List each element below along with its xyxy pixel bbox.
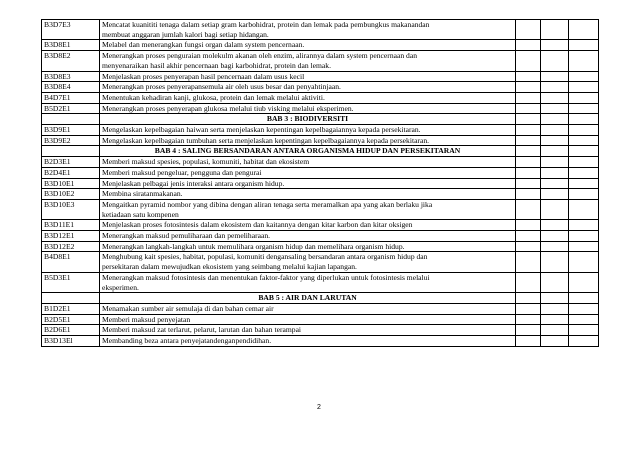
code-cell [42,146,100,157]
description-line: Mencatat kuanititi tenaga dalam setiap gram karbohidrat, protein dan lemak pada pembungkus makanandan [102,20,430,29]
standard-description [100,92,516,103]
table-row [42,71,599,82]
table-row [42,125,599,136]
standard-code: B3D8E3 [42,71,100,82]
mark-cell [569,71,599,82]
mark-cell [541,189,569,200]
mark-cell [569,272,599,292]
standard-code: B3D10E1 [42,178,100,189]
standard-code: B1D2E1 [42,303,100,314]
mark-cell [541,125,569,136]
description-line: Menentukan kehadiran kanji, glukosa, protein dan lemak melalui aktiviti. [102,92,325,102]
description-line: Menerangkan proses penyerapan glukosa melalui tiub visking melalui eksperimen. [102,103,354,113]
mark-cell [569,114,599,125]
mark-cell [516,51,541,71]
mark-cell [516,293,541,304]
description-line: eksperimen. [102,282,139,292]
mark-cell [516,20,541,40]
page-number: 2 [317,404,321,411]
mark-cell [516,157,541,168]
standard-description [100,40,516,51]
mark-cell [569,125,599,136]
standard-code: B2D4E1 [42,167,100,178]
description-line: Memberi maksud zat terlarut, pelarut, larutan dan bahan terampai [102,325,302,335]
mark-cell [516,325,541,336]
mark-cell [541,135,569,146]
standard-description [100,314,516,325]
standard-code: B2D3E1 [42,157,100,168]
mark-cell [516,40,541,51]
mark-cell [569,220,599,231]
mark-cell [516,92,541,103]
mark-cell [516,336,541,347]
mark-cell [569,325,599,336]
table-row [42,220,599,231]
mark-cell [541,40,569,51]
description-line: Mengelaskan kepelbagaian haiwan serta menjelaskan kepentingan kepelbagaiannya kepada persekitaran. [102,125,421,135]
standard-description [100,325,516,336]
chapter-title: BAB 4 : SALING BERSANDARAN ANTARA ORGANISMA HIDUP DAN PERSEKITARAN [100,146,516,157]
standard-code: B3D7E3 [42,20,100,40]
mark-cell [569,336,599,347]
description-line: Menerangkan proses penguraian molekulm akanan oleh enzim, alirannya dalam system pencernaan dan [102,51,418,61]
table-row [42,82,599,93]
table-row [42,303,599,314]
description-line: Menerangkan maksud fotosintesis dan menentukan faktor-faktor yang diperlukan untuk fotosintesis melalui [102,272,430,282]
mark-cell [569,82,599,93]
chapter-title: BAB 3 : BIODIVERSITI [100,114,516,125]
description-line: ketiadaan satu kompenen [102,209,179,219]
mark-cell [541,20,569,40]
chapter-title: BAB 5 : AIR DAN LARUTAN [100,293,516,304]
mark-cell [541,303,569,314]
standard-description [100,241,516,252]
standard-description [100,231,516,242]
mark-cell [516,272,541,292]
mark-cell [569,231,599,242]
standard-code: B3D13El [42,336,100,347]
mark-cell [516,241,541,252]
standard-description [100,189,516,200]
description-line: Menjelaskan proses penyerapan hasil pencernaan dalam usus kecil [102,71,305,81]
table-row [42,272,599,292]
mark-cell [516,220,541,231]
mark-cell [516,114,541,125]
standard-code: B2D6E1 [42,325,100,336]
code-cell [42,114,100,125]
standard-description [100,20,516,40]
table-row [42,325,599,336]
mark-cell [541,293,569,304]
mark-cell [541,146,569,157]
mark-cell [569,40,599,51]
mark-cell [516,303,541,314]
description-line: Memberi maksud penyejatan [102,314,191,324]
description-line: Menghubung kait spesies, habitat, populasi, komuniti dengansaling bersandaran antara organism hidup dan [102,252,428,262]
standard-description [100,135,516,146]
mark-cell [569,92,599,103]
description-line: membuat anggaran jumlah kalori bagi setiap hidangan. [102,29,269,39]
standard-code: B3D12E1 [42,231,100,242]
chapter-heading-row [42,293,599,304]
table-row [42,135,599,146]
table-row [42,178,599,189]
description-line: Mengaitkan pyramid nombor yang dibina dengan aliran tenaga serta meramalkan apa yang akan berlaku jika [102,199,433,209]
mark-cell [516,82,541,93]
mark-cell [541,272,569,292]
description-line: Membina siratanmakanan. [102,189,183,199]
table-row [42,199,599,219]
mark-cell [516,252,541,272]
mark-cell [541,167,569,178]
code-cell [42,293,100,304]
standard-description [100,51,516,71]
standard-code: B3D8E2 [42,51,100,71]
mark-cell [516,314,541,325]
standard-code: B4D7E1 [42,92,100,103]
table-row [42,92,599,103]
standard-code: B5D3E1 [42,272,100,292]
mark-cell [541,199,569,219]
mark-cell [541,231,569,242]
mark-cell [541,241,569,252]
mark-cell [516,178,541,189]
description-line: Mengelaskan kepelbagaian tumbuhan serta menjelaskan kepentingan kepelbagaiannya kepada persekitaran. [102,135,430,145]
standard-code: B3D9E1 [42,125,100,136]
standard-description [100,167,516,178]
standard-description [100,303,516,314]
mark-cell [541,51,569,71]
mark-cell [516,199,541,219]
description-line: Menamakan sumber air semulaja di dan bahan cemar air [102,303,274,313]
mark-cell [516,231,541,242]
standard-description [100,272,516,292]
mark-cell [569,135,599,146]
description-line: Menerangkan langkah-langkah untuk memulihara organism hidup dan memelihara organism hidup. [102,241,405,251]
mark-cell [569,303,599,314]
description-line: Membanding beza antara penyejatandenganpendidihan. [102,336,272,346]
standard-code: B3D10E2 [42,189,100,200]
standard-code: B3D8E4 [42,82,100,93]
standard-description [100,199,516,219]
mark-cell [541,114,569,125]
standard-code: B3D12E2 [42,241,100,252]
mark-cell [569,178,599,189]
mark-cell [516,125,541,136]
standard-description [100,157,516,168]
standard-code: B3D11E1 [42,220,100,231]
description-line: Menerangkan maksud pemuliharaan dan pemeliharaan. [102,231,271,241]
standard-description [100,82,516,93]
standard-code: B3D10E3 [42,199,100,219]
mark-cell [541,314,569,325]
standard-code: B3D9E2 [42,135,100,146]
chapter-heading-row [42,114,599,125]
chapter-heading-row [42,146,599,157]
mark-cell [541,82,569,93]
table-row [42,40,599,51]
standard-description [100,178,516,189]
mark-cell [569,103,599,114]
mark-cell [516,167,541,178]
standard-code: B3D8E1 [42,40,100,51]
description-line: Memberi maksud pengeluar, pengguna dan pengurai [102,167,262,177]
table-row [42,51,599,71]
mark-cell [569,199,599,219]
mark-cell [541,220,569,231]
table-row [42,103,599,114]
table-row [42,241,599,252]
mark-cell [569,51,599,71]
description-line: Melabel dan menerangkan fungsi organ dalam system pencernaan. [102,40,305,50]
standard-code: B2D5E1 [42,314,100,325]
description-line: Menjelaskan pelbagai jenis interaksi antara organism hidup. [102,178,285,188]
table-row [42,167,599,178]
standard-description [100,220,516,231]
mark-cell [541,92,569,103]
mark-cell [569,252,599,272]
description-line: Menerangkan proses penyerapansemula air oleh usus besar dan penyahtinjaan. [102,82,341,92]
mark-cell [569,146,599,157]
mark-cell [541,325,569,336]
mark-cell [569,314,599,325]
standard-code: B5D2E1 [42,103,100,114]
standards-table [41,19,599,347]
mark-cell [569,167,599,178]
standard-description [100,336,516,347]
table-row [42,189,599,200]
mark-cell [516,103,541,114]
mark-cell [569,189,599,200]
mark-cell [516,146,541,157]
mark-cell [516,135,541,146]
standard-description [100,103,516,114]
standard-description [100,125,516,136]
description-line: Memberi maksud spesies, populasi, komuniti, habitat dan ekosistem [102,157,310,167]
table-row [42,157,599,168]
standard-description [100,71,516,82]
description-line: persekitaran dalam mewujudkan ekosistem yang seimbang melalui kajian lapangan. [102,262,357,272]
standard-description [100,252,516,272]
standard-code: B4D8E1 [42,252,100,272]
mark-cell [569,293,599,304]
mark-cell [541,252,569,272]
mark-cell [569,157,599,168]
mark-cell [541,157,569,168]
mark-cell [516,189,541,200]
mark-cell [516,71,541,82]
mark-cell [541,103,569,114]
table-row [42,20,599,40]
mark-cell [541,178,569,189]
table-row [42,231,599,242]
mark-cell [569,20,599,40]
description-line: Menjelaskan proses fotosintesis dalam ekosistem dan kaitannya dengan kitar karbon dan kitar oksigen [102,220,413,230]
table-row [42,336,599,347]
mark-cell [569,241,599,252]
mark-cell [541,336,569,347]
mark-cell [541,71,569,82]
table-row [42,314,599,325]
description-line: menyenaraikan hasil akhir pencernaan bagi karbohidrat, protein dan lemak. [102,60,331,70]
table-row [42,252,599,272]
